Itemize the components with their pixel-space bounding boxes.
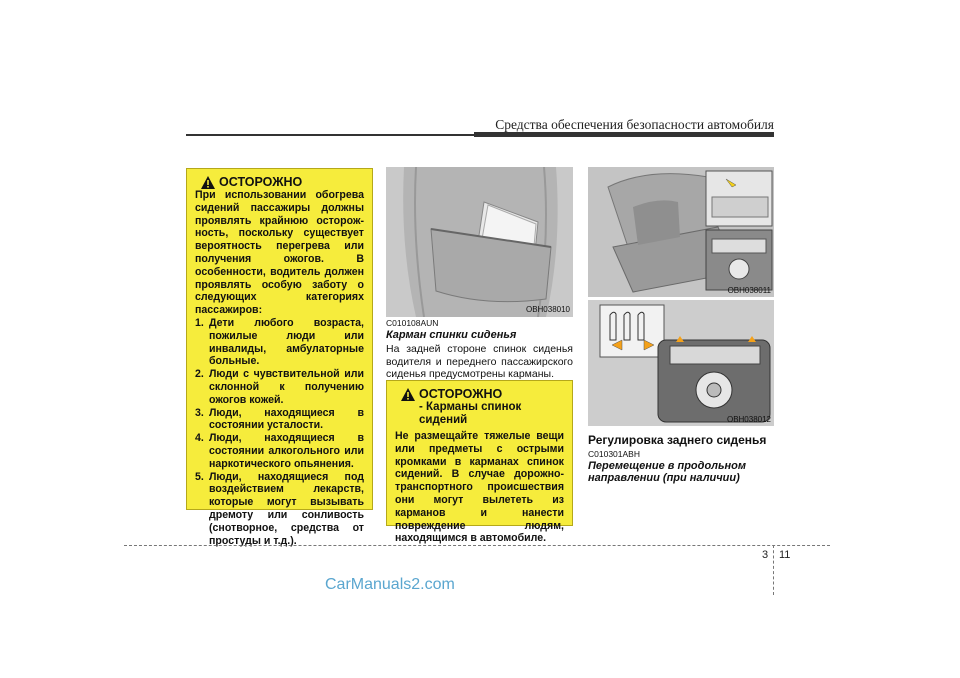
section-title: Карман спинки сиденья xyxy=(386,329,517,341)
watermark: CarManuals2.com xyxy=(325,576,455,593)
photo-code: OBH038011 xyxy=(727,286,771,295)
seatback-pocket-photo xyxy=(386,167,573,317)
warning-intro: При использовании обогрева сидений пассажиры должны проявлять крайнюю осторож-ность, поскольку существует вероятность перегрева или получения ожогов. В особенности, водитель должен проявлять особую заботу о следующих категориях пассажиров: xyxy=(195,189,364,317)
footer-divider xyxy=(773,545,774,595)
warning-triangle-icon xyxy=(201,176,215,189)
seatback-pocket-illustration xyxy=(386,167,573,317)
seat-control-illustration xyxy=(588,300,774,426)
warning-list-item: 2. Люди с чувствительной или склонной к получению ожогов кожей. xyxy=(195,368,364,406)
warning-list-item: 3. Люди, находящиеся в состоянии усталости. xyxy=(195,406,364,432)
page-header-title: Средства обеспечения безопасности автомобиля xyxy=(495,117,774,132)
warning-box-seat-heating xyxy=(186,168,373,547)
header-rule-accent xyxy=(474,132,774,137)
warning-triangle-icon xyxy=(401,388,415,401)
section-code: C010108AUN xyxy=(386,318,439,328)
page-number: 11 xyxy=(779,549,791,561)
section-heading: Регулировка заднего сиденья xyxy=(588,433,767,447)
warning-text: Не размещайте тяжелые вещи или предметы с острыми кромками в карманах спинок сидений. В случае дорожно-транспортного происшествия они могут вылететь из карманов и нанести повреждение людям, находящимся в автомобиле. xyxy=(395,430,564,545)
warning-heading: ОСТОРОЖНО xyxy=(419,387,503,401)
warning-heading: ОСТОРОЖНО xyxy=(219,175,303,189)
footer-rule xyxy=(124,545,830,546)
rear-seat-photo xyxy=(588,167,774,297)
warning-list-item: 4. Люди, находящиеся в состоянии алкогольного или наркотического опьянения. xyxy=(195,432,364,470)
photo-code: OBH038012 xyxy=(726,415,771,424)
photo-code: OBH038010 xyxy=(525,305,570,314)
section-subtitle: Перемещение в продольном направлении (при наличии) xyxy=(588,460,747,484)
warning-list xyxy=(195,317,364,547)
rear-seat-illustration xyxy=(588,167,774,297)
warning-subheading: - Карманы спинок сидений xyxy=(419,401,522,426)
seat-control-photo xyxy=(588,300,774,426)
warning-box-seatback-pockets xyxy=(386,380,573,545)
chapter-number: 3 xyxy=(762,549,769,561)
warning-list-item: 5. Люди, находящиеся под воздействием лекарств, которые могут вызывать дремоту или сонливость (снотворное, средства от простуды и т.д.). xyxy=(195,470,364,547)
warning-list-item: 1. Дети любого возраста, пожилые люди или инвалиды, амбулаторные больные. xyxy=(195,316,364,368)
section-body: На задней стороне спинок сиденья водителя и переднего пассажирского сиденья предусмотрены карманы. xyxy=(386,343,573,380)
section-code: C010301ABH xyxy=(588,449,640,459)
